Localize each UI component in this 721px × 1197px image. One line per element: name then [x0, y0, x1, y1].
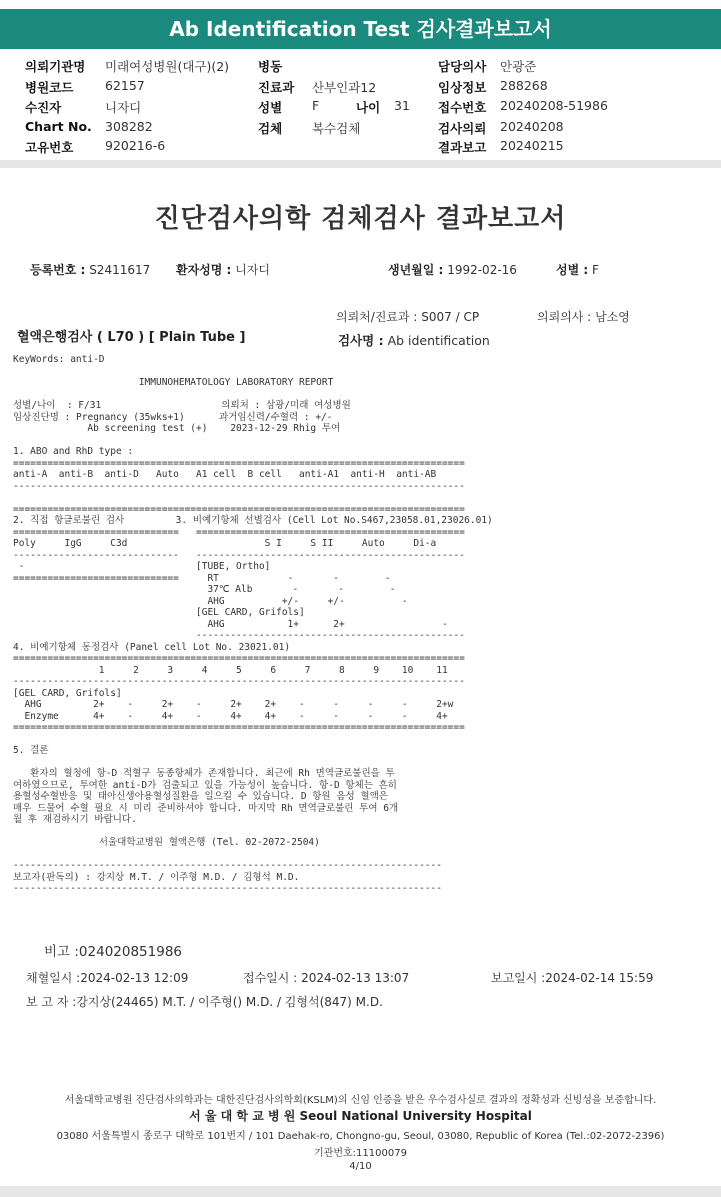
- header-field-value: 산부인과12: [312, 80, 377, 95]
- page-number: 4/10: [349, 1161, 372, 1172]
- header-field-label: 접수번호: [438, 100, 487, 115]
- referral-dept: 의뢰처/진료과 : S007 / CP: [336, 310, 480, 324]
- report-time: 보고일시 :2024-02-14 15:59: [491, 971, 654, 985]
- header-field-label: 검사의뢰: [438, 121, 487, 136]
- header-field-label: 고유번호: [25, 140, 74, 155]
- date-of-birth: 생년월일 : 1992-02-16: [388, 263, 517, 277]
- report-banner: Ab Identification Test 검사결과보고서: [0, 9, 721, 49]
- header-field-value: 복수검체: [312, 121, 361, 136]
- header-field-value: 31: [394, 98, 410, 113]
- header-field-label: 담당의사: [438, 59, 487, 74]
- hospital-address: 03080 서울특별시 종로구 대학로 101번지 / 101 Daehak-ro, Chongno-gu, Seoul, 03080, Republic of Korea (Tel.:02-2072-2396): [56, 1131, 665, 1142]
- header-field-label: 임상정보: [438, 80, 487, 95]
- exam-category: 혈액은행검사 ( L70 ) [ Plain Tube ]: [17, 330, 246, 345]
- header-field-value: 20240208: [500, 119, 564, 134]
- receipt-time: 접수일시 : 2024-02-13 13:07: [243, 971, 410, 985]
- header-field-value: 62157: [105, 78, 145, 93]
- header-field-label: 병동: [258, 59, 283, 74]
- bottom-divider: [0, 1186, 721, 1197]
- header-field-value: 20240208-51986: [500, 98, 608, 113]
- header-field-value: 미래여성병원(대구)(2): [105, 59, 230, 74]
- report-title: 진단검사의학 검체검사 결과보고서: [154, 204, 567, 234]
- section-divider: [0, 160, 721, 168]
- header-field-value: 288268: [500, 78, 548, 93]
- header-field-label: Chart No.: [25, 119, 92, 134]
- hospital-name: 서 울 대 학 교 병 원 Seoul National University Hospital: [189, 1109, 532, 1123]
- header-field-label: 진료과: [258, 80, 295, 95]
- header-field-value: 20240215: [500, 138, 564, 153]
- header-field-value: 308282: [105, 119, 153, 134]
- patient-sex: 성별 : F: [556, 263, 599, 277]
- collection-time: 채혈일시 :2024-02-13 12:09: [26, 971, 189, 985]
- referring-doctor: 의뢰의사 : 남소영: [537, 310, 630, 324]
- reporters: 보 고 자 :강지상(24465) M.T. / 이주형() M.D. / 김형석(847) M.D.: [26, 995, 383, 1009]
- remark: 비고 :024020851986: [44, 944, 182, 960]
- registration-number: 등록번호 : S2411617: [30, 263, 151, 277]
- header-field-label: 수진자: [25, 100, 62, 115]
- header-field-value: 니자디: [105, 100, 142, 115]
- header-field-value: 920216-6: [105, 138, 166, 153]
- header-field-label: 결과보고: [438, 140, 487, 155]
- exam-name: 검사명 : Ab identification: [338, 333, 490, 348]
- header-field-value: 안광준: [500, 59, 537, 74]
- header-field-label: 의뢰기관명: [25, 59, 86, 74]
- patient-name: 환자성명 : 니자디: [176, 263, 270, 277]
- header-field-value: F: [312, 98, 320, 113]
- institution-number: 기관번호:11100079: [314, 1148, 407, 1159]
- header-field-label: 검체: [258, 121, 283, 136]
- header-field-label: 병원코드: [25, 80, 74, 95]
- header-field-label: 성별: [258, 100, 283, 115]
- header-field-label: 나이: [356, 100, 381, 115]
- lab-report-body: KeyWords: anti-D IMMUNOHEMATOLOGY LABORATORY REPORT 성별/나이 : F/31 의뢰처 : 삼광/미래 여성병원 임상진단명 : Pregnancy (35wks+1) 과거임신력/수혈력 : +/- Ab screening test (+) 2023-12-29 Rhig 투여 1. ABO and RhD type : =============================================================================== anti-A anti-B anti-D Auto A1 cell B cell anti-A1 anti-H anti-AB ------------------------------------------------------------------------------- =============================================================================== 2. 직접 항글로불린 검사 3. 비예기항체 선별검사 (Cell Lot No.S467,23058.01,23026.01) ============================= =============================================== Poly IgG C3d S I S II Auto Di-a ----------------------------- ----------------------------------------------- - [TUBE, Ortho] ============================= RT - - - 37℃ Alb - - - AHG +/- +/- - [GEL CARD, Grifols] AHG 1+ 2+ - ----------------------------------------------- 4. 비예기항체 동정검사 (Panel cell Lot No. 23021.01) =============================================================================== 1 2 3 4 5 6 7 8 9 10 11 ------------------------------------------------------------------------------- [GEL CARD, Grifols] AHG 2+ - 2+ - 2+ 2+ - - - - 2+w Enzyme 4+ - 4+ - 4+ 4+ - - - - 4+ =============================================================================== 5. 결론 환자의 혈청에 항-D 적혈구 동종항체가 존재합니다. 최근에 Rh 면역글로불린을 투 여하였으므로, 투여한 anti-D가 검출되고 있을 가능성이 높습니다. 항-D 항체는 흔히 용혈성수혈반응 및 태아신생아용혈성질환을 일으킬 수 있습니다. D 항원 음성 혈액은 매우 드물어 수혈 필요 시 미리 준비하셔야 합니다. 마지막 Rh 면역글로불린 투여 6개 월 후 재검하시기 바랍니다. 서울대학교병원 혈액은행 (Tel. 02-2072-2504) --------------------------------------------------------------------------- 보고자(판독의) : 강지상 M.T. / 이주형 M.D. / 김형석 M.D. ---------------------------------------------------------------------------: [13, 354, 493, 894]
- certification-note: 서울대학교병원 진단검사의학과는 대한진단검사의학회(KSLM)의 신임 인증을 받은 우수검사실로 결과의 정확성과 신빙성을 보증합니다.: [64, 1095, 657, 1106]
